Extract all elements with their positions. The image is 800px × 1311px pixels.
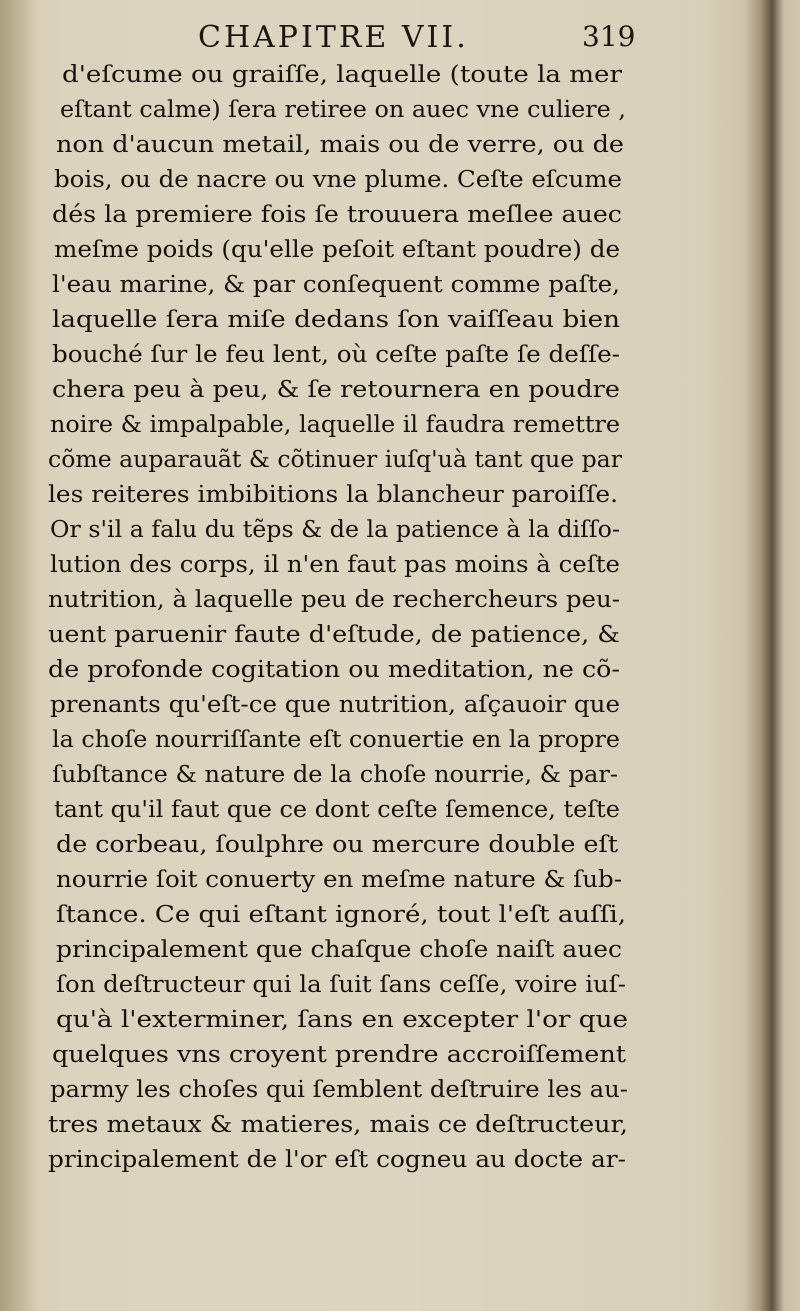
- text-line: quelques vns croyent prendre accroiſſement: [52, 1042, 626, 1068]
- text-line: eſtant calme) ſera retiree on auec vne culiere ,: [60, 97, 626, 123]
- text-line: laquelle ſera miſe dedans ſon vaiſſeau bien: [52, 307, 620, 333]
- text-line: d'eſcume ou graiſſe, laquelle (toute la mer: [62, 62, 623, 88]
- running-header: [0, 20, 800, 60]
- text-line: nutrition, à laquelle peu de rechercheurs peu-: [48, 587, 620, 613]
- page-number: 319: [582, 20, 636, 53]
- text-line: ſubſtance & nature de la choſe nourrie, & par-: [52, 762, 618, 788]
- text-line: tres metaux & matieres, mais ce deſtructeur,: [48, 1112, 628, 1138]
- text-line: tant qu'il faut que ce dont ceſte ſemence, teſte: [54, 797, 620, 823]
- text-line: bouché ſur le feu lent, où ceſte paſte ſe deſſe-: [52, 342, 621, 368]
- text-line: noire & impalpable, laquelle il faudra remettre: [50, 412, 621, 438]
- text-line: Or s'il a falu du tẽps & de la patience à la diſſo-: [50, 517, 620, 543]
- text-line: les reiteres imbibitions la blancheur paroiſſe.: [48, 482, 618, 508]
- text-line: nourrie ſoit conuerty en meſme nature & ſub-: [56, 867, 623, 893]
- text-line: bois, ou de nacre ou vne plume. Ceſte eſcume: [54, 167, 622, 193]
- text-line: principalement que chaſque choſe naiſt auec: [56, 937, 623, 963]
- text-line: lution des corps, il n'en faut pas moins à ceſte: [50, 552, 620, 578]
- text-line: meſme poids (qu'elle peſoit eſtant poudre) de: [54, 237, 621, 263]
- text-line: qu'à l'exterminer, ſans en excepter l'or que: [56, 1007, 629, 1033]
- text-line: non d'aucun metail, mais ou de verre, ou de: [56, 132, 625, 158]
- text-line: dés la premiere fois ſe trouuera meſlee auec: [52, 202, 622, 228]
- chapter-title: CHAPITRE VII.: [198, 20, 469, 55]
- text-line: chera peu à peu, & ſe retournera en poudre: [52, 377, 620, 403]
- text-line: la choſe nourriſſante eſt conuertie en la propre: [52, 727, 621, 753]
- text-line: de corbeau, ſoulphre ou mercure double eſt: [56, 832, 619, 858]
- text-line: principalement de l'or eſt cogneu au docte ar-: [48, 1147, 626, 1173]
- text-line: uent paruenir faute d'eſtude, de patience, &: [48, 622, 621, 648]
- page-gutter-shadow: [0, 0, 38, 1311]
- text-line: l'eau marine, & par conſequent comme paſte,: [52, 272, 621, 298]
- text-line: de profonde cogitation ou meditation, ne cõ-: [48, 657, 620, 683]
- text-line: prenants qu'eſt-ce que nutrition, aſçauoir que: [50, 692, 621, 718]
- text-line: ſon deſtructeur qui la ſuit ſans ceſſe, voire iuſ-: [56, 972, 626, 998]
- text-line: parmy les choſes qui ſemblent deſtruire les au-: [50, 1077, 629, 1103]
- text-line: cõme auparauãt & cõtinuer iuſq'uà tant que par: [48, 447, 622, 473]
- text-line: ſtance. Ce qui eſtant ignoré, tout l'eſt auſſi,: [56, 902, 627, 928]
